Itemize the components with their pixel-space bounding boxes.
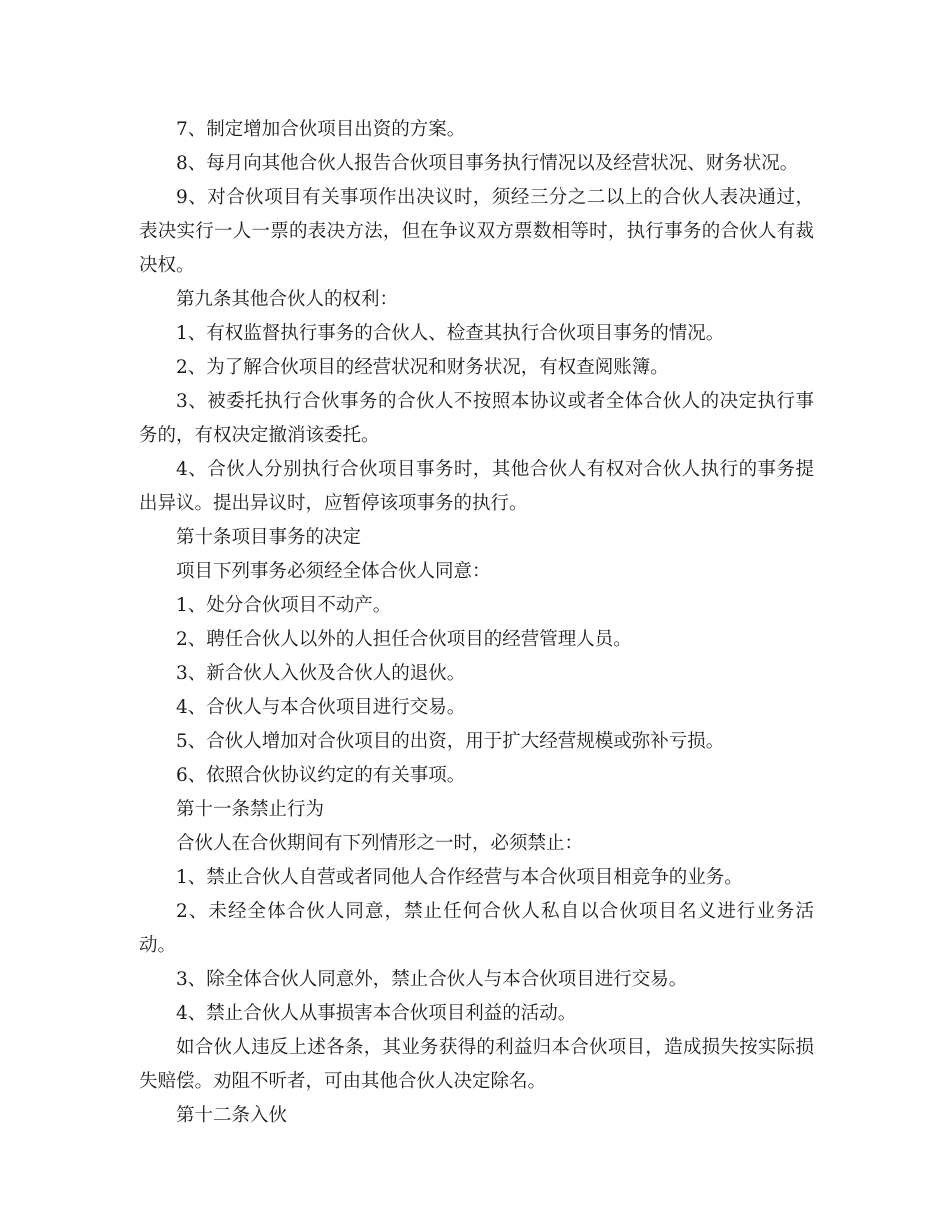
section-heading: 第十条项目事务的决定 <box>176 527 362 548</box>
section-heading: 第九条其他合伙人的权利： <box>176 289 399 310</box>
paragraph: 4、合伙人分别执行合伙项目事务时，其他合伙人有权对合伙人执行的事务提出异议。提出异议时，应暂停该项事务的执行。 <box>139 459 814 514</box>
paragraph: 1、禁止合伙人自营或者同他人合作经营与本合伙项目相竞争的业务。 <box>176 867 743 888</box>
section-heading: 第十一条禁止行为 <box>176 799 325 820</box>
paragraph: 5、合伙人增加对合伙项目的出资，用于扩大经营规模或弥补亏损。 <box>176 731 725 752</box>
paragraph: 3、被委托执行合伙事务的合伙人不按照本协议或者全体合伙人的决定执行事务的，有权决定撤消该委托。 <box>139 391 814 446</box>
paragraph: 项目下列事务必须经全体合伙人同意： <box>176 561 491 582</box>
paragraph: 3、新合伙人入伙及合伙人的退伙。 <box>176 663 466 684</box>
paragraph: 4、合伙人与本合伙项目进行交易。 <box>176 697 466 718</box>
paragraph: 2、为了解合伙项目的经营状况和财务状况，有权查阅账簿。 <box>176 357 669 378</box>
paragraph: 7、制定增加合伙项目出资的方案。 <box>176 119 466 140</box>
paragraph: 6、依照合伙协议约定的有关事项。 <box>176 765 466 786</box>
document-body <box>139 113 814 1133</box>
paragraph: 2、聘任合伙人以外的人担任合伙项目的经营管理人员。 <box>176 629 632 650</box>
paragraph: 8、每月向其他合伙人报告合伙项目事务执行情况以及经营状况、财务状况。 <box>176 153 799 174</box>
paragraph: 如合伙人违反上述各条，其业务获得的利益归本合伙项目，造成损失按实际损失赔偿。劝阻不听者，可由其他合伙人决定除名。 <box>139 1037 814 1092</box>
section-heading: 第十二条入伙 <box>176 1105 288 1126</box>
paragraph: 2、未经全体合伙人同意，禁止任何合伙人私自以合伙项目名义进行业务活动。 <box>139 901 814 956</box>
paragraph: 9、对合伙项目有关事项作出决议时，须经三分之二以上的合伙人表决通过，表决实行一人一票的表决方法，但在争议双方票数相等时，执行事务的合伙人有裁决权。 <box>139 187 814 276</box>
paragraph: 1、有权监督执行事务的合伙人、检查其执行合伙项目事务的情况。 <box>176 323 725 344</box>
paragraph: 合伙人在合伙期间有下列情形之一时，必须禁止： <box>176 833 584 854</box>
paragraph: 1、处分合伙项目不动产。 <box>176 595 392 616</box>
paragraph: 3、除全体合伙人同意外，禁止合伙人与本合伙项目进行交易。 <box>176 969 688 990</box>
paragraph: 4、禁止合伙人从事损害本合伙项目利益的活动。 <box>176 1003 577 1024</box>
